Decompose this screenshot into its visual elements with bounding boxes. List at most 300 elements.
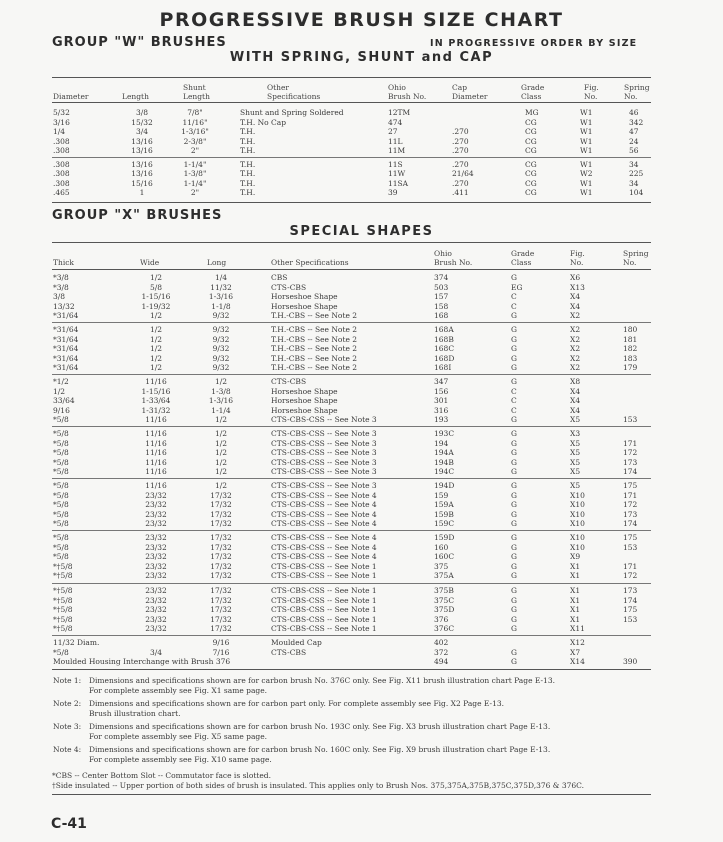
table-cell: 9/16 — [212, 638, 230, 647]
table-cell: CG — [525, 159, 537, 169]
table-cell: 24 — [629, 136, 639, 146]
table-cell: *†5/8 — [53, 614, 73, 624]
table-cell: 1-1/4 — [211, 405, 231, 415]
table-cell: 17/32 — [210, 519, 232, 529]
table-cell: 21/64 — [452, 169, 474, 179]
table-cell: 11/16 — [145, 448, 167, 458]
table-x-top-rule — [52, 242, 651, 243]
table-cell: 23/32 — [145, 561, 167, 571]
group-w-subheading: WITH SPRING, SHUNT and CAP — [229, 50, 494, 65]
table-cell: G — [511, 542, 517, 552]
table-cell: X4 — [570, 292, 581, 302]
table-row — [0, 146, 723, 156]
table-cell: 172 — [623, 500, 638, 510]
table-cell: G — [511, 273, 517, 282]
footnote-side-insulated: †Side insulated -- Upper portion of both sides of brush is insulated. This applies only to Brush Nos. 375,375A,375B,375C,375D,376 & 376C. — [52, 781, 585, 790]
table-cell: G — [511, 438, 517, 448]
table-cell: 153 — [623, 415, 638, 425]
column-header: No. — [570, 258, 584, 267]
table-cell: X2 — [570, 311, 581, 321]
table-cell: C — [511, 301, 517, 311]
table-cell: 46 — [629, 108, 639, 117]
table-cell: 56 — [629, 146, 639, 156]
table-cell: 9/16 — [53, 405, 70, 415]
table-cell: CTS-CBS-CSS -- See Note 3 — [271, 457, 377, 467]
table-cell: 3/4 — [135, 127, 149, 137]
table-row — [0, 571, 723, 581]
table-cell: CTS-CBS-CSS -- See Note 3 — [271, 438, 377, 448]
table-cell: X10 — [570, 490, 585, 500]
table-row — [0, 179, 723, 189]
column-header: Brush No. — [388, 92, 427, 101]
table-cell: *5/8 — [53, 552, 69, 562]
table-cell: 23/32 — [145, 605, 167, 615]
note-text: Dimensions and specifications shown are for carbon brush No. 193C only. See Fig. X3 brush illustration chart Page E-13. — [89, 722, 551, 731]
table-cell: .308 — [53, 169, 70, 179]
table-row — [0, 415, 723, 425]
note-4 — [53, 745, 653, 765]
table-cell: 3/16 — [53, 117, 70, 127]
table-cell: G — [511, 647, 517, 657]
column-header: Spring — [623, 249, 649, 258]
table-cell: X10 — [570, 500, 585, 510]
table-cell: 1-3/16" — [181, 127, 209, 137]
note-label: Note 2: — [53, 699, 82, 708]
table-cell: 172 — [623, 448, 638, 458]
table-cell: CTS-CBS-CSS -- See Note 1 — [271, 624, 377, 634]
table-cell: X7 — [570, 647, 581, 657]
table-cell: 17/32 — [210, 586, 232, 595]
table-cell: 194D — [434, 481, 455, 490]
table-cell: T.H. — [240, 178, 256, 188]
table-cell: X11 — [570, 624, 585, 634]
table-cell: Horseshoe Shape — [271, 405, 338, 415]
table-cell: 390 — [623, 657, 638, 667]
table-cell: G — [511, 500, 517, 510]
table-cell: 11SA — [388, 178, 409, 188]
table-cell: X10 — [570, 542, 585, 552]
table-cell: 159A — [434, 500, 454, 510]
table-cell: 158 — [434, 301, 449, 311]
table-cell: W1 — [580, 108, 593, 117]
table-row — [0, 519, 723, 529]
table-cell: X2 — [570, 325, 581, 334]
table-cell: 1/2 — [149, 273, 163, 282]
column-header: Fig. — [584, 83, 599, 92]
table-cell: 375 — [434, 561, 449, 571]
table-row — [0, 344, 723, 354]
table-cell: 23/32 — [145, 624, 167, 634]
table-cell: G — [511, 509, 517, 519]
table-cell: *5/8 — [53, 519, 69, 529]
table-cell: 34 — [629, 178, 639, 188]
table-cell: 23/32 — [145, 519, 167, 529]
table-w-group-rule — [52, 157, 651, 158]
table-cell: 2" — [190, 146, 200, 156]
table-cell: 175 — [623, 605, 638, 615]
table-cell: 1-3/16 — [208, 292, 234, 302]
table-cell: 376C — [434, 624, 455, 634]
table-row — [0, 169, 723, 179]
note-2 — [53, 699, 653, 719]
table-row — [0, 127, 723, 137]
table-cell: 168D — [434, 353, 455, 363]
table-cell: Horseshoe Shape — [271, 386, 338, 396]
table-cell: .270 — [452, 159, 469, 169]
table-cell: *31/64 — [53, 311, 79, 321]
table-cell: 5/32 — [53, 108, 70, 117]
table-cell: 168A — [434, 325, 454, 334]
table-x-group-rule — [52, 530, 651, 531]
table-cell: 17/32 — [210, 542, 232, 552]
note-text: Dimensions and specifications shown are for carbon brush No. 160C only. See Fig. X9 brush illustration chart Page E-13. — [89, 745, 551, 754]
table-cell: 181 — [623, 334, 638, 344]
table-cell: G — [511, 377, 517, 386]
table-row — [0, 377, 723, 387]
table-cell: 375A — [434, 571, 454, 581]
table-cell: 11/16 — [145, 429, 167, 438]
table-cell: T.H.-CBS -- See Note 2 — [271, 353, 358, 363]
table-cell: 1-33/64 — [141, 396, 171, 406]
table-row — [0, 406, 723, 416]
table-cell: 1/2 — [149, 311, 163, 321]
table-cell: 372 — [434, 647, 449, 657]
table-cell: X13 — [570, 282, 585, 292]
column-header: Class — [511, 258, 532, 267]
table-x-group-rule — [52, 583, 651, 584]
table-cell: T.H.-CBS -- See Note 2 — [271, 311, 358, 321]
column-header: Diameter — [53, 92, 89, 101]
table-cell: *5/8 — [53, 509, 69, 519]
table-cell: 27 — [388, 127, 398, 137]
table-cell: 374 — [434, 273, 449, 282]
table-cell: G — [511, 624, 517, 634]
table-cell: X5 — [570, 467, 581, 477]
table-cell: 13/32 — [53, 301, 75, 311]
page-title: PROGRESSIVE BRUSH SIZE CHART — [159, 9, 564, 31]
table-x-bottom-rule — [52, 669, 651, 670]
column-header: No. — [584, 92, 598, 101]
table-cell: 474 — [388, 117, 403, 127]
note-label: Note 1: — [53, 676, 82, 685]
table-cell: G — [511, 614, 517, 624]
table-cell: 1-3/16 — [208, 396, 234, 406]
table-cell: X1 — [570, 571, 581, 581]
note-text: Dimensions and specifications shown are for carbon brush No. 376C only. See Fig. X11 brush illustration chart Page E-13. — [89, 676, 555, 685]
column-header: Long — [207, 258, 227, 267]
table-cell: *5/8 — [53, 500, 69, 510]
table-cell: G — [511, 311, 517, 321]
table-cell: 503 — [434, 282, 449, 292]
table-cell: CTS-CBS-CSS -- See Note 4 — [271, 519, 377, 529]
table-cell: 9/32 — [212, 311, 230, 321]
table-cell: 175 — [623, 481, 638, 490]
note-text: Brush illustration chart. — [89, 709, 181, 718]
table-cell: 47 — [629, 127, 639, 137]
column-header: No. — [624, 92, 638, 101]
table-cell: 175 — [623, 533, 638, 542]
table-w-top-rule — [52, 77, 651, 78]
table-cell: *5/8 — [53, 467, 69, 477]
table-cell: X2 — [570, 344, 581, 354]
table-cell: 15/16 — [131, 178, 153, 188]
group-w-heading: GROUP "W" BRUSHES — [52, 35, 227, 50]
table-cell: W1 — [580, 159, 593, 169]
note-3 — [53, 722, 653, 742]
table-cell: 39 — [388, 188, 398, 198]
table-cell: G — [511, 325, 517, 334]
table-cell: 1/2 — [149, 325, 163, 334]
table-cell: 23/32 — [145, 542, 167, 552]
table-cell: 1/2 — [149, 353, 163, 363]
table-x-header-rule — [52, 269, 651, 270]
table-cell: T.H. — [240, 146, 256, 156]
table-row — [0, 638, 723, 648]
table-cell: *5/8 — [53, 448, 69, 458]
table-cell: CTS-CBS-CSS -- See Note 1 — [271, 561, 377, 571]
table-cell: X10 — [570, 533, 585, 542]
column-header: Thick — [53, 258, 74, 267]
table-cell: 159C — [434, 519, 455, 529]
bottom-rule — [52, 794, 651, 795]
table-cell: 347 — [434, 377, 449, 386]
column-header: Wide — [140, 258, 160, 267]
column-header: Length — [122, 92, 149, 101]
group-x-subheading: SPECIAL SHAPES — [289, 224, 434, 239]
table-cell: X5 — [570, 448, 581, 458]
table-cell: CTS-CBS-CSS -- See Note 4 — [271, 542, 377, 552]
table-cell: T.H.-CBS -- See Note 2 — [271, 334, 358, 344]
table-cell: X4 — [570, 386, 581, 396]
table-cell: 173 — [623, 457, 638, 467]
table-cell: G — [511, 415, 517, 425]
table-row — [0, 458, 723, 468]
table-cell: .308 — [53, 159, 70, 169]
table-cell: CTS-CBS-CSS -- See Note 3 — [271, 415, 377, 425]
table-row — [0, 624, 723, 634]
table-cell: G — [511, 344, 517, 354]
table-cell: 159B — [434, 509, 454, 519]
note-text: For complete assembly see Fig. X1 same page. — [89, 686, 268, 695]
table-cell: T.H. No Cap — [240, 117, 287, 127]
table-cell: CTS-CBS-CSS -- See Note 1 — [271, 571, 377, 581]
column-header: Shunt — [183, 83, 206, 92]
table-cell: 11W — [388, 169, 406, 179]
table-cell: 33/64 — [53, 396, 75, 406]
table-cell: 1-31/32 — [141, 405, 171, 415]
table-row — [0, 543, 723, 553]
table-cell: 104 — [629, 188, 644, 198]
table-cell: 153 — [623, 614, 638, 624]
note-label: Note 3: — [53, 722, 82, 731]
table-cell: CG — [525, 146, 537, 156]
table-cell: 23/32 — [145, 571, 167, 581]
table-cell: X6 — [570, 273, 581, 282]
column-header: Cap — [452, 83, 468, 92]
table-cell: 174 — [623, 595, 638, 605]
table-cell: CTS-CBS-CSS -- See Note 1 — [271, 605, 377, 615]
table-cell: X4 — [570, 301, 581, 311]
table-cell: G — [511, 571, 517, 581]
table-cell: G — [511, 595, 517, 605]
table-x-group-rule — [52, 426, 651, 427]
table-cell: *31/64 — [53, 344, 79, 354]
table-cell: 1/2 — [214, 481, 228, 490]
table-cell: Moulded Cap — [271, 638, 322, 647]
table-cell: CG — [525, 169, 537, 179]
table-cell: X5 — [570, 481, 581, 490]
table-cell: 168C — [434, 344, 455, 354]
table-cell: 17/32 — [210, 624, 232, 634]
table-cell: CG — [525, 127, 537, 137]
note-text: Dimensions and specifications shown are for carbon part only. For complete assembly see Fig. X2 Page E-13. — [89, 699, 505, 708]
table-cell: 7/8" — [187, 108, 203, 117]
table-row — [0, 335, 723, 345]
table-cell: CTS-CBS-CSS -- See Note 4 — [271, 533, 377, 542]
table-row — [0, 325, 723, 335]
table-row — [0, 500, 723, 510]
table-row — [0, 311, 723, 321]
table-row — [0, 552, 723, 562]
table-cell: 173 — [623, 586, 638, 595]
table-cell: W2 — [580, 169, 593, 179]
table-x-group-rule — [52, 374, 651, 375]
column-header: Other Specifications — [271, 258, 349, 267]
table-cell: T.H. — [240, 169, 256, 179]
table-cell: 11/16 — [145, 377, 167, 386]
table-cell: X9 — [570, 552, 581, 562]
table-cell: 153 — [623, 542, 638, 552]
table-cell: C — [511, 386, 517, 396]
table-cell: *5/8 — [53, 481, 69, 490]
table-cell: CTS-CBS-CSS -- See Note 1 — [271, 595, 377, 605]
table-cell: T.H. — [240, 136, 256, 146]
table-cell: G — [511, 533, 517, 542]
table-row — [0, 387, 723, 397]
table-cell: 1/2 — [214, 457, 228, 467]
table-cell: CTS-CBS-CSS -- See Note 3 — [271, 467, 377, 477]
table-cell: Moulded Housing Interchange with Brush 376 — [53, 657, 231, 667]
table-cell: CTS-CBS-CSS -- See Note 4 — [271, 490, 377, 500]
table-cell: 157 — [434, 292, 449, 302]
table-cell: 375D — [434, 605, 455, 615]
table-cell: 1-1/8 — [211, 301, 231, 311]
table-cell: X5 — [570, 457, 581, 467]
table-cell: 23/32 — [145, 552, 167, 562]
group-x-heading: GROUP "X" BRUSHES — [52, 208, 223, 223]
column-header: Specifications — [267, 92, 321, 101]
table-cell: .308 — [53, 178, 70, 188]
table-cell: 183 — [623, 353, 638, 363]
table-cell: G — [511, 561, 517, 571]
table-cell: 13/16 — [131, 146, 153, 156]
table-cell: *5/8 — [53, 647, 69, 657]
table-cell: 9/32 — [212, 325, 230, 334]
table-row — [0, 648, 723, 658]
note-text: For complete assembly see Fig. X5 same page. — [89, 732, 268, 741]
table-cell: CTS-CBS-CSS -- See Note 3 — [271, 448, 377, 458]
table-x-group-rule — [52, 635, 651, 636]
table-cell: 17/32 — [210, 605, 232, 615]
column-header: Ohio — [388, 83, 406, 92]
table-cell: 11S — [388, 159, 403, 169]
table-cell: 23/32 — [145, 500, 167, 510]
column-header: Grade — [521, 83, 545, 92]
table-row — [0, 448, 723, 458]
table-row — [0, 363, 723, 373]
table-cell: *5/8 — [53, 438, 69, 448]
table-cell: X4 — [570, 396, 581, 406]
table-cell: 23/32 — [145, 614, 167, 624]
table-cell: T.H. — [240, 159, 256, 169]
table-cell: *31/64 — [53, 363, 79, 373]
table-row — [0, 118, 723, 128]
table-cell: 3/4 — [149, 647, 163, 657]
table-cell: 1-1/4" — [183, 178, 207, 188]
table-cell: 1/2 — [214, 438, 228, 448]
table-cell: W1 — [580, 127, 593, 137]
column-header: Fig. — [570, 249, 585, 258]
table-cell: 11M — [388, 146, 406, 156]
table-row — [0, 273, 723, 283]
table-cell: G — [511, 490, 517, 500]
table-cell: 11/16" — [182, 117, 208, 127]
table-cell: C — [511, 292, 517, 302]
table-cell: Horseshoe Shape — [271, 396, 338, 406]
table-row — [0, 586, 723, 596]
table-cell: Horseshoe Shape — [271, 301, 338, 311]
group-w-order-note: IN PROGRESSIVE ORDER BY SIZE — [430, 38, 638, 49]
table-cell: 1/2 — [214, 415, 228, 425]
table-cell: 179 — [623, 363, 638, 373]
table-row — [0, 533, 723, 543]
table-row — [0, 188, 723, 198]
table-cell: X5 — [570, 415, 581, 425]
table-row — [0, 137, 723, 147]
table-cell: G — [511, 457, 517, 467]
table-cell: 1/4 — [53, 127, 66, 137]
table-cell: X8 — [570, 377, 581, 386]
table-cell: 194A — [434, 448, 454, 458]
table-cell: G — [511, 467, 517, 477]
table-cell: 17/32 — [210, 561, 232, 571]
table-cell: 160C — [434, 552, 455, 562]
table-cell: CTS-CBS-CSS -- See Note 3 — [271, 429, 377, 438]
table-row — [0, 292, 723, 302]
table-cell: *†5/8 — [53, 561, 73, 571]
table-cell: 11/32 Diam. — [53, 638, 100, 647]
table-cell: 1 — [139, 188, 145, 198]
table-cell: 17/32 — [210, 595, 232, 605]
table-cell: *3/8 — [53, 282, 69, 292]
column-header: Diameter — [452, 92, 488, 101]
table-cell: G — [511, 605, 517, 615]
table-cell: .270 — [452, 178, 469, 188]
table-cell: 1/2 — [214, 467, 228, 477]
table-w-bottom-rule — [52, 202, 651, 203]
table-cell: 1/2 — [149, 363, 163, 373]
table-cell: CTS-CBS-CSS -- See Note 3 — [271, 481, 377, 490]
column-header: Grade — [511, 249, 535, 258]
table-cell: 17/32 — [210, 533, 232, 542]
table-row — [0, 596, 723, 606]
table-cell: 375C — [434, 595, 455, 605]
table-cell: 9/32 — [212, 334, 230, 344]
table-cell: 1-3/8" — [183, 169, 207, 179]
table-cell: G — [511, 552, 517, 562]
column-header: Other — [267, 83, 290, 92]
table-cell: X3 — [570, 429, 581, 438]
